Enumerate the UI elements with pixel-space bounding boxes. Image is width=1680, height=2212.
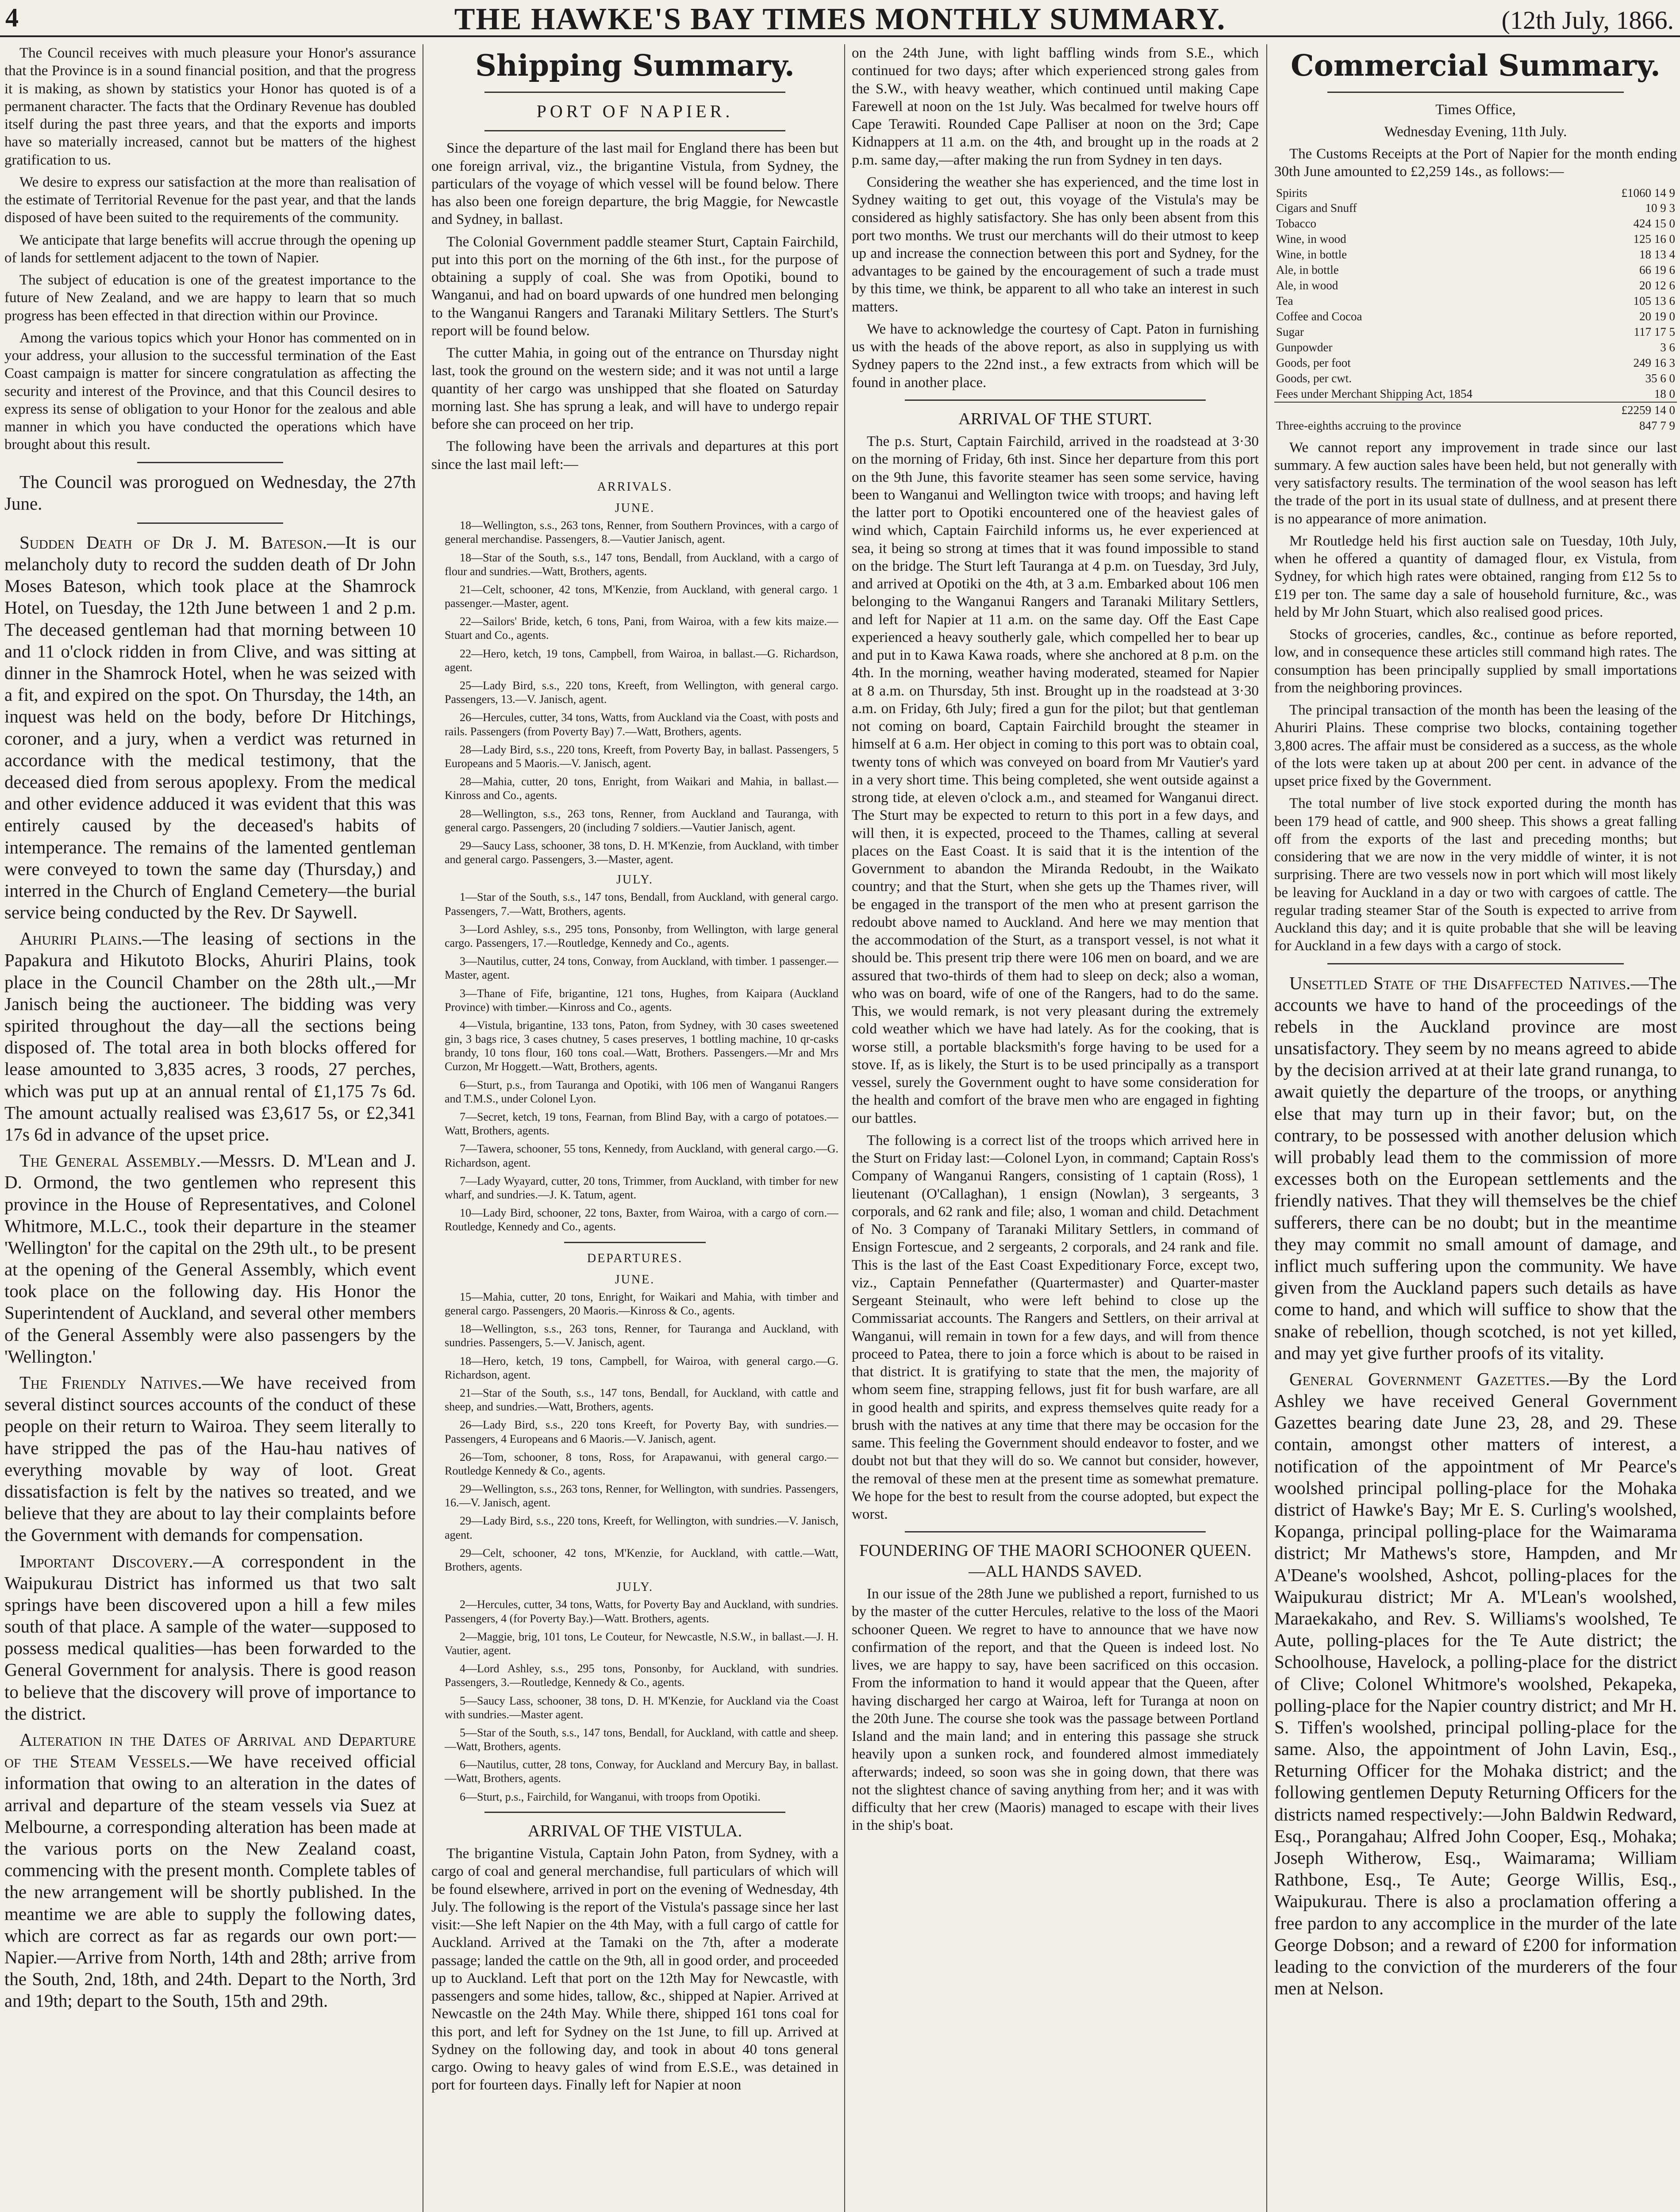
customs-amount: 249 16 3 [1633, 356, 1675, 369]
divider [905, 1531, 1206, 1532]
customs-intro: The Customs Receipts at the Port of Napier for the month ending 30th June amounted to £2,259 14s., as follows:— [1274, 146, 1677, 180]
customs-row [1274, 386, 1677, 402]
article-body: In our issue of the 28th June we published a report, furnished to us by the master of the cutter Hercules, relative to the loss of the Maori schooner Queen. We regret to have to announce that we have now confirmation of the report, and that the Queen is indeed lost. No lives, we are happy to say, have been sacrificed on this occasion. From the information to hand it would appear that the Queen, after having discharged her cargo at Wairoa, left for Turanga at noon on the 20th June. The course she took was the passage between Portland Island and the main land; and in entering this passage she struck heavily upon a sunken rock, and foundered almost immediately afterwards; indeed, so soon was she in going down, that there was not the slightest chance of saving anything from her; and it was with difficulty that her crew (Maoris) managed to escape with their lives in the ship's boat. [852, 1586, 1259, 1834]
month-label: JUNE. [615, 1272, 655, 1286]
departure-entry: 6—Nautilus, cutter, 28 tons, Conway, for Auckland and Mercury Bay, in ballast.—Watt, Brothers, agents. [445, 1758, 838, 1785]
departure-entry: 26—Tom, schooner, 8 tons, Ross, for Arapawanui, with general cargo.—Routledge Kennedy & Co., agents. [445, 1450, 838, 1477]
arrivals-july-list [431, 890, 838, 1233]
month-label: JULY. [616, 1580, 654, 1594]
news-headline: Important Discovery. [19, 1551, 193, 1571]
departure-entry: 26—Lady Bird, s.s., 220 tons Kreeft, for Poverty Bay, with sundries.—Passengers, 4 Europeans and 6 Maoris.—V. Janisch, agent. [445, 1418, 838, 1445]
arrival-entry: 4—Vistula, brigantine, 133 tons, Paton, from Sydney, with 30 cases sweetened gin, 3 bags rice, 3 cases chutney, 5 cases preserves, 1 bottling machine, 10 qr-casks brandy, 10 tons flour, 160 tons coal.—Watt, Brothers. Passengers.—Mr and Mrs Curzon, Mr Hoggett.—Watt, Brothers, agents. [445, 1018, 838, 1073]
arrival-entry: 7—Secret, ketch, 19 tons, Fearnan, from Blind Bay, with a cargo of potatoes.—Watt, Brothers, agents. [445, 1110, 838, 1137]
article-title: FOUNDERING OF THE MAORI SCHOONER QUEEN.—ALL HANDS SAVED. [859, 1541, 1251, 1581]
divider [484, 92, 785, 93]
commercial-paragraph: Stocks of groceries, candles, &c., continue as before reported, low, and in consequence these articles still command high rates. The consumption has been principally supplied by small importations from the neighboring provinces. [1274, 626, 1677, 696]
customs-total: £2259 14 0 [1587, 402, 1677, 418]
news-headline: General Government Gazettes. [1289, 1368, 1550, 1389]
customs-amount: 117 17 5 [1634, 325, 1675, 338]
customs-item: Cigars and Snuff [1276, 201, 1357, 215]
departures-july-list [431, 1598, 838, 1803]
month-label: JULY. [616, 873, 654, 887]
customs-item: Ale, in bottle [1276, 263, 1339, 277]
issue-date: (12th July, 1866. [1501, 6, 1674, 35]
customs-item: Gunpowder [1276, 340, 1333, 354]
departure-entry: 5—Saucy Lass, schooner, 38 tons, D. H. M'Kenzie, for Auckland via the Coast with sundries.—Master agent. [445, 1694, 838, 1721]
commercial-paragraph: We cannot report any improvement in trade since our last summary. A few auction sales have been held, but not generally with very satisfactory results. The termination of the wool season has left the trade of the port in its usual state of dullness, and at present there is no appearance of more animation. [1274, 439, 1677, 527]
arrival-entry: 22—Hero, ketch, 19 tons, Campbell, from Wairoa, in ballast.—G. Richardson, agent. [445, 647, 838, 674]
divider [564, 1242, 706, 1243]
news-item [1274, 972, 1677, 1364]
customs-row [1274, 262, 1677, 278]
arrival-entry: 22—Sailors' Bride, ketch, 6 tons, Pani, from Wairoa, with a few kits maize.—Stuart and Co., agents. [445, 615, 838, 642]
article-title: ARRIVAL OF THE VISTULA. [527, 1821, 742, 1840]
shipping-paragraph: The Colonial Government paddle steamer Sturt, Captain Fairchild, put into this port on the morning of the 6th inst., for the purpose of obtaining a supply of coal. She was from Opotiki, bound to Wanganui, and had on board upwards of one hundred men belonging to the Wanganui Rangers and Taranaki Military Settlers. The Sturt's report will be found below. [431, 234, 838, 339]
customs-row [1274, 371, 1677, 386]
news-headline: The Friendly Natives. [19, 1372, 202, 1393]
article-body: The brigantine Vistula, Captain John Paton, from Sydney, with a cargo of coal and general merchandise, full particulars of which will be found elsewhere, arrived in port on the evening of Wednesday, 4th July. The following is the report of the Vistula's passage since her last visit:—She left Napier on the 4th May, with a full cargo of cattle for Auckland. Arrived at the Tamaki on the 7th, after a moderate passage; landed the cattle on the 9th, all in good order, and proceeded up to Auckland. Left that port on the 12th May for Newcastle, with passengers and some hides, tallow, &c., shipped at Napier. Arrived at Newcastle on the 24th May. While there, shipped 161 tons coal for this port, and left for Sydney on the 1st June, to fill up. Arrived at Sydney on the following day, and took in about 40 tons general cargo. Owing to heavy gales of wind from E.S.E., was detained in port for fourteen days. Finally left for Napier at noon [431, 1846, 838, 2093]
customs-row [1274, 309, 1677, 324]
customs-row [1274, 278, 1677, 293]
local-news [1274, 972, 1677, 2000]
customs-amount: 105 13 6 [1633, 294, 1675, 308]
customs-item: Coffee and Cocoa [1276, 310, 1362, 323]
commercial-paragraph: The principal transaction of the month has been the leasing of the Ahuriri Plains. These comprise two blocks, containing together 3,800 acres. The affair must be considered as a success, as the whole of the lots were taken up at about 200 per cent. in advance of the upset price fixed by the Government. [1274, 702, 1677, 790]
customs-item: Sugar [1276, 325, 1304, 338]
customs-row [1274, 355, 1677, 371]
news-body: —It is our melancholy duty to record the sudden death of Dr John Moses Bateson, which took place at the Shamrock Hotel, on Tuesday, the 12th June between 1 and 2 p.m. The deceased gentleman had that morning between 10 and 11 o'clock ridden in from Clive, and was sitting at dinner in the Shamrock Hotel, when he was seized with a fit, and expired on the spot. On Thursday, the 14th, an inquest was held on the body, before Dr Hitchings, coroner, and a jury, when a verdict was returned in accordance with the medical testimony, that the deceased died from serous apoplexy. From the medical and other evidence adduced it was evident that this was entirely caused by the deceased's habits of intemperance. The remains of the lamented gentleman were conveyed to town the same day (Thursday,) and interred in the Church of England Cemetery—the burial service being conducted by the Rev. Dr Saywell. [4, 532, 416, 923]
divider [137, 462, 283, 463]
customs-amount: 20 12 6 [1639, 279, 1675, 292]
article-body: Considering the weather she has experienced, and the time lost in Sydney waiting to get out, this voyage of the Vistula's may be considered as highly satisfactory. She has only been absent from this port two months. We trust our merchants will do their utmost to keep up and increase the connection between this port and Sydney, for the advantages to be gained by the encouragement of such a trade must by this time, we think, be apparent to all who take an interest in such matters. [852, 174, 1259, 315]
news-item [4, 1551, 416, 1725]
section-title: Commercial Summary. [1291, 48, 1661, 83]
customs-item: Spirits [1276, 186, 1307, 200]
news-item [1274, 1368, 1677, 1999]
arrival-entry: 10—Lady Bird, schooner, 22 tons, Baxter, from Wairoa, with a cargo of corn.—Routledge, Kennedy and Co., agents. [445, 1206, 838, 1233]
article-body: on the 24th June, with light baffling winds from S.E., which continued for two days; after which experienced strong gales from the S.W., with heavy weather, which continued until making Cape Farewell at noon on the 1st July. Was becalmed for twelve hours off Cape Terawiti. Rounded Cape Palliser at noon on the 3rd; Cape Kidnappers at 11 a.m. on the 4th, and brought up in the roads at 2 p.m. same day,—after making the run from Sydney in ten days. [852, 45, 1259, 168]
customs-row [1274, 200, 1677, 216]
local-news [4, 471, 416, 2012]
dateline: Wednesday Evening, 11th July. [1384, 123, 1567, 140]
article-body: The following is a correct list of the troops which arrived here in the Sturt on Friday last:—Colonel Lyon, in command; Captain Ross's Company of Wanganui Rangers, consisting of 1 captain (Ross), 1 lieutenant (O'Callaghan), 1 ensign (Nowlan), 3 sergeants, 3 corporals, and 62 rank and file; also, 1 woman and child. Detachment of No. 3 Company of Taranaki Military Settlers, in command of Ensign Fortescue, and 2 sergeants, 2 corporals, and 24 rank and file. This is the last of the East Coast Expeditionary Force, except two, viz., Captain Pennefather (Quartermaster) and Quarter-master Sergeant Steinault, who were left behind to close up the Commissariat accounts. The Rangers and Settlers, on their arrival at Wanganui, will remain in town for a few days, and will from thence proceed to Patea, there to join a force which is about to be raised in that district. It is gratifying to state that the men, the majority of whom seem fine, strapping fellows, just fit for bush warfare, are all in good health and spirits, and express themselves quite ready for a brush with the natives at any time that there may be occasion for the same. This feeling the Government should endeavor to foster, and we doubt not but that they will do so. We cannot but consider, however, the removal of these men at the present time as somewhat premature. We hope for the best to result from the course adopted, but expect the worst. [852, 1132, 1259, 1523]
arrival-entry: 1—Star of the South, s.s., 147 tons, Bendall, from Auckland, with general cargo. Passengers, 7.—Watt, Brothers, agents. [445, 891, 838, 918]
news-headline: The General Assembly. [19, 1150, 201, 1171]
news-headline: Sudden Death of Dr J. M. Bateson. [19, 532, 327, 553]
customs-amount: 20 19 0 [1639, 310, 1675, 323]
divider [137, 522, 283, 524]
shipping-paragraph: The cutter Mahia, in going out of the entrance on Thursday night last, took the ground on the western side; and it was not until a large quantity of her cargo was unshipped that she floated on Saturday morning last. She has sprung a leak, and will have to undergo repair before she can proceed on her trip. [431, 345, 838, 433]
news-body: —By the Lord Ashley we have received General Government Gazettes bearing date June 23, 28, and 29. These contain, amongst other matters of interest, a notification of the appointment of Mr Pearce's woolshed principal polling-place for the Mohaka district of Hawke's Bay; Mr E. S. Curling's woolshed, Kopanga, principal polling-place for the Waimarama district; Mr Mathews's store, Hampden, and Mr A'Deane's woolshed, Ashcot, polling-places for the Waipukurau district; Mr A. M'Lean's woolshed, Maraekakaho, and Rev. S. Williams's woolshed, Te Aute, polling-places for the Te Aute district; the Schoolhouse, Havelock, a polling-place for the district of Clive; Colonel Whitmore's woolshed, Pekapeka, polling-place for the Napier country district; and Mr H. S. Tiffen's woolshed, principal polling-place for the same. Also, the appointment of John Lavin, Esq., Returning Officer for the Mohaka district; and the following gentlemen Deputy Returning Officers for the districts named respectively:—John Baldwin Redward, Esq., Porangahau; Alfred John Cooper, Esq., Mohaka; Joseph Witherow, Esq., Waimarama; William Rathbone, Esq., Te Aute; George Willis, Esq., Waipukurau. There is also a proclamation offering a free pardon to any accomplice in the murder of the late George Dobson; and a reward of £200 for information leading to the conviction of the murderers of the four men at Nelson. [1274, 1368, 1677, 1999]
divider [484, 130, 785, 131]
arrival-entry: 7—Tawera, schooner, 55 tons, Kennedy, from Auckland, with general cargo.—G. Richardson, agent. [445, 1142, 838, 1169]
month-label: JUNE. [615, 501, 655, 515]
departure-entry: 29—Celt, schooner, 42 tons, M'Kenzie, for Auckland, with cattle.—Watt, Brothers, agents. [445, 1546, 838, 1574]
customs-item: Tea [1276, 294, 1293, 308]
news-body: —The accounts we have to hand of the proceedings of the rebels in the Auckland province are most unsatisfactory. They seem by no means agreed to abide by the decision arrived at at their late grand runanga, to await quietly the departure of the troops, or anything else that may turn up in their favor; but, on the contrary, to be possessed with another delusion which will probably lead them to the commission of more excesses both on the European settlements and the friendly natives. That they will themselves be the chief sufferers, there can be no doubt; but in the meantime they may commit no small amount of damage, and inflict much suffering upon the community. We have given from the Auckland papers such details as have come to hand, and which will suffice to show that the snake of rebellion, though scotched, is not yet killed, and may yet give further proofs of its vitality. [1274, 972, 1677, 1363]
office-line: Times Office, [1435, 101, 1516, 118]
customs-amount: 424 15 0 [1633, 217, 1675, 230]
customs-row [1274, 293, 1677, 309]
arrival-entry: 25—Lady Bird, s.s., 220 tons, Kreeft, from Wellington, with general cargo. Passengers, 13.—V. Janisch, agent. [445, 679, 838, 706]
column-2 [431, 44, 838, 2212]
divider [905, 399, 1206, 401]
section-title: Shipping Summary. [475, 48, 795, 83]
divider [1327, 963, 1624, 964]
customs-amount: 18 0 [1654, 387, 1675, 400]
newspaper-title: THE HAWKE'S BAY TIMES MONTHLY SUMMARY. [454, 2, 1226, 36]
departure-entry: 18—Hero, ketch, 19 tons, Campbell, for Wairoa, with general cargo.—G. Richardson, agent. [445, 1354, 838, 1381]
departure-entry: 29—Wellington, s.s., 263 tons, Renner, for Wellington, with sundries. Passengers, 16.—V. Janisch, agent. [445, 1482, 838, 1509]
prorogued-notice: The Council was prorogued on Wednesday, the 27th June. [4, 471, 416, 514]
customs-row [1274, 324, 1677, 340]
news-body: —A correspondent in the Waipukurau District has informed us that two salt springs have been discovered upon a hill a few miles south of that place. A sample of the water—supposed to possess medical qualities—has been forwarded to the General Government for analysis. There is good reason to believe that the discovery will prove of importance to the district. [4, 1551, 416, 1724]
customs-row [1274, 185, 1677, 201]
customs-row [1274, 247, 1677, 262]
commercial-paragraph: The total number of live stock exported during the month has been 179 head of cattle, and 900 sheep. This shows a great falling off from the exports of the last and preceding months; but considering that we are now in the very middle of winter, it is not surprising. There are two vessels now in port which will most likely be leaving for Auckland in a day or two with cargoes of cattle. The regular trading steamer Star of the South is expected to arrive from Auckland this day; and it is quite probable that she will be leaving for Auckland in a few days with a cargo of stock. [1274, 795, 1677, 954]
province-label: Three-eighths accruing to the province [1276, 419, 1461, 432]
arrival-entry: 28—Mahia, cutter, 20 tons, Enright, from Waikari and Mahia, in ballast.—Kinross and Co., agents. [445, 775, 838, 802]
news-body: —Messrs. D. M'Lean and J. D. Ormond, the two gentlemen who represent this province in the House of Representatives, and Colonel Whitmore, M.L.C., took their departure in the steamer 'Wellington' for the capital on the 29th ult., to be present at the opening of the General Assembly, which event took place on the following day. His Honor the Superintendent of Auckland, and several other members of the General Assembly were also passengers by the 'Wellington.' [4, 1150, 416, 1367]
news-item [4, 928, 416, 1145]
address-paragraph: The subject of education is one of the greatest importance to the future of New Zealand, and we are happy to learn that so much progress has been effected in that direction within our Province. [4, 272, 416, 324]
customs-item: Ale, in wood [1276, 279, 1338, 292]
news-headline: Ahuriri Plains. [19, 928, 142, 949]
news-body: —The leasing of sections in the Papakura and Hikutoto Blocks, Ahuriri Plains, took place in the Council Chamber on the 28th ult.,—Mr Janisch being the auctioneer. The bidding was very spirited throughout the day—all the sections being disposed of. The total area in both blocks offered for lease amounted to 3,835 acres, 3 roods, 27 perches, which was put up at an annual rental of £1,175 7s 6d. The amount actually realised was £3,617 5s, or £2,341 17s 6d in advance of the upset price. [4, 928, 416, 1144]
customs-row [1274, 340, 1677, 355]
news-item [4, 1150, 416, 1367]
customs-item: Wine, in bottle [1276, 248, 1347, 261]
departure-entry: 2—Maggie, brig, 101 tons, Le Couteur, for Newcastle, N.S.W., in ballast.—J. H. Vautier, agent. [445, 1630, 838, 1657]
customs-amount: 18 13 4 [1639, 248, 1675, 261]
customs-amount: £1060 14 9 [1621, 186, 1675, 200]
masthead [0, 0, 1680, 37]
customs-amount: 35 6 0 [1645, 371, 1675, 385]
departure-entry: 2—Hercules, cutter, 34 tons, Watts, for Poverty Bay and Auckland, with sundries. Passengers, 4 (for Poverty Bay.)—Watt. Brothers, agents. [445, 1598, 838, 1625]
departure-entry: 21—Star of the South, s.s., 147 tons, Bendall, for Auckland, with cattle and sheep, and sundries.—Watt, Brothers, agents. [445, 1386, 838, 1413]
news-item [4, 1372, 416, 1546]
port-title: PORT OF NAPIER. [536, 101, 734, 121]
province-amount: 847 7 9 [1639, 419, 1675, 432]
address-paragraph: Among the various topics which your Honor has commented on in your address, your allusion to the successful termination of the East Coast campaign is matter for sincere congratulation as affecting the security and interest of the Province, and that this Council desires to express its sense of obligation to your Honor for the zealous and able manner in which you have conducted the operations which have brought about this result. [4, 330, 416, 453]
departure-entry: 29—Lady Bird, s.s., 220 tons, Kreeft, for Wellington, with sundries.—V. Janisch, agent. [445, 1514, 838, 1541]
news-headline: Alteration in the Dates of Arrival and Departure of the Steam Vessels. [4, 1729, 416, 1772]
customs-item: Wine, in wood [1276, 232, 1346, 246]
commercial-paragraph: Mr Routledge held his first auction sale on Tuesday, 10th July, when he offered a quantity of damaged flour, ex Vistula, from Sydney, for which high rates were obtained, ranging from £12 5s to £19 per ton. The same day a sale of household furniture, &c., was held by Mr John Stuart, which also realised good prices. [1274, 533, 1677, 620]
departure-entry: 6—Sturt, p.s., Fairchild, for Wanganui, with troops from Opotiki. [460, 1790, 761, 1803]
arrival-entry: 7—Lady Wyayard, cutter, 20 tons, Trimmer, from Auckland, with timber for new wharf, and sundries.—J. K. Tatum, agent. [445, 1174, 838, 1201]
arrival-entry: 28—Wellington, s.s., 263 tons, Renner, from Auckland and Tauranga, with general cargo. Passengers, 20 (including 7 soldiers.—Vautier Janisch, agent. [445, 807, 838, 834]
customs-amount: 125 16 0 [1633, 232, 1675, 246]
departure-entry: 4—Lord Ashley, s.s., 295 tons, Ponsonby, for Auckland, with sundries. Passengers, 3.—Routledge, Kennedy & Co., agents. [445, 1662, 838, 1689]
article-title: ARRIVAL OF THE STURT. [958, 409, 1152, 428]
departure-entry: 15—Mahia, cutter, 20 tons, Enright, for Waikari and Mahia, with timber and general cargo. Passengers, 20 Maoris.—Kinross & Co., agents. [445, 1290, 838, 1317]
news-headline: Unsettled State of the Disaffected Natives. [1289, 972, 1631, 993]
shipping-paragraph: Since the departure of the last mail for England there has been but one foreign arrival, viz., the brigantine Vistula, from Sydney, the particulars of the voyage of which vessel will be found below. There has also been one foreign departure, the brig Maggie, for Newcastle and Sydney, in ballast. [431, 140, 838, 228]
arrival-entry: 3—Lord Ashley, s.s., 295 tons, Ponsonby, from Wellington, with large general cargo. Passengers, 17.—Routledge, Kennedy and Co., agents. [445, 922, 838, 949]
customs-amount: 66 19 6 [1639, 263, 1675, 277]
divider [1327, 92, 1624, 93]
arrival-entry: 28—Lady Bird, s.s., 220 tons, Kreeft, from Poverty Bay, in ballast. Passengers, 5 Europeans and 5 Maoris.—V. Janisch, agent. [445, 743, 838, 770]
customs-item: Tobacco [1276, 217, 1317, 230]
address-paragraph: We anticipate that large benefits will accrue through the opening up of lands for settlement adjacent to the town of Napier. [4, 232, 416, 266]
column-1 [4, 44, 416, 2212]
departure-entry: 5—Star of the South, s.s., 147 tons, Bendall, for Auckland, with cattle and sheep.—Watt, Brothers, agents. [445, 1726, 838, 1753]
arrivals-heading: ARRIVALS. [597, 480, 673, 494]
news-item [4, 1729, 416, 2012]
arrival-entry: 18—Wellington, s.s., 263 tons, Renner, from Southern Provinces, with a cargo of general merchandise. Passengers, 8.—Vautier Janisch, agent. [445, 519, 838, 546]
departure-entry: 18—Wellington, s.s., 263 tons, Renner, for Tauranga and Auckland, with sundries. Passengers, 5.—V. Janisch, agent. [445, 1322, 838, 1349]
shipping-paragraph: The following have been the arrivals and departures at this port since the last mail left:— [431, 438, 838, 472]
address-paragraph: We desire to express our satisfaction at the more than realisation of the estimate of Territorial Revenue for the past year, and that the lands disposed of have been suited to the requirements of the community. [4, 174, 416, 226]
column-3 [852, 44, 1259, 2212]
arrival-entry: 3—Nautilus, cutter, 24 tons, Conway, from Auckland, with timber. 1 passenger.—Master, agent. [445, 955, 838, 982]
departures-heading: DEPARTURES. [587, 1251, 683, 1265]
arrival-entry: 26—Hercules, cutter, 34 tons, Watts, from Auckland via the Coast, with posts and rails. Passengers (from Poverty Bay) 7.—Watt, Brothers, agents. [445, 711, 838, 738]
column-divider [844, 44, 845, 2212]
customs-amount: 10 9 3 [1645, 201, 1675, 215]
page-number: 4 [5, 3, 19, 32]
arrival-entry: 21—Celt, schooner, 42 tons, M'Kenzie, from Auckland, with general cargo. 1 passenger.—Master, agent. [445, 583, 838, 610]
customs-item: Goods, per foot [1276, 356, 1351, 369]
news-body: —We have received from several distinct sources accounts of the conduct of these people on their return to Wairoa. They seem literally to have stripped the pas of the Hau-hau natives of everything movable by way of loot. Great dissatisfaction is felt by the natives so treated, and we believe that they are about to lay their complaints before the Government with demands for compensation. [4, 1372, 416, 1545]
customs-total-row [1274, 402, 1677, 418]
article-body: We have to acknowledge the courtesy of Capt. Paton in furnishing us with the heads of the above report, as also in supplying us with Sydney papers to the 22nd inst., a few extracts from which will be found in another place. [852, 321, 1259, 391]
arrivals-june-list [431, 518, 838, 866]
customs-row [1274, 231, 1677, 247]
customs-table [1274, 185, 1677, 434]
departures-june-list [431, 1290, 838, 1574]
news-body: —We have received official information that owing to an alteration in the dates of arrival and departure of the steam vessels via Suez at Melbourne, a corresponding alteration has been made at the various ports on the New Zealand coast, commencing with the present month. Complete tables of the new arrangement will be shortly published. In the meantime we are able to supply the following dates, which are correct as far as regards our own port:—Napier.—Arrive from North, 14th and 28th; arrive from the South, 2nd, 18th, and 24th. Depart to the North, 3rd and 19th; depart to the South, 15th and 29th. [4, 1751, 416, 2011]
address-paragraph: The Council receives with much pleasure your Honor's assurance that the Province is in a sound financial position, and that the progress it is making, as shown by statistics your Honor has quoted is of a permanent character. The facts that the Ordinary Revenue has doubled itself during the past three years, and that the exports and imports have so materially increased, cannot but be matters of the highest gratification to us. [4, 45, 416, 168]
news-item [4, 532, 416, 923]
arrival-entry: 6—Sturt, p.s., from Tauranga and Opotiki, with 106 men of Wanganui Rangers and T.M.S., under Colonel Lyon. [445, 1078, 838, 1105]
province-share-row [1274, 418, 1677, 434]
arrival-entry: 3—Thane of Fife, brigantine, 121 tons, Hughes, from Kaipara (Auckland Province) with timber.—Kinross and Co., agents. [445, 987, 838, 1014]
customs-item: Fees under Merchant Shipping Act, 1854 [1276, 387, 1472, 400]
customs-item: Goods, per cwt. [1276, 371, 1352, 385]
divider [484, 1812, 785, 1813]
column-4 [1274, 44, 1677, 2212]
arrival-entry: 18—Star of the South, s.s., 147 tons, Bendall, from Auckland, with a cargo of flour and sundries.—Watt, Brothers, agents. [445, 551, 838, 578]
customs-amount: 3 6 [1660, 340, 1675, 354]
arrival-entry: 29—Saucy Lass, schooner, 38 tons, D. H. M'Kenzie, from Auckland, with timber and general cargo. Passengers, 3.—Master, agent. [445, 839, 838, 866]
column-divider [1266, 44, 1267, 2212]
customs-row [1274, 216, 1677, 231]
article-body: The p.s. Sturt, Captain Fairchild, arrived in the roadstead at 3·30 on the morning of Friday, 6th inst. Since her departure from this port on the 9th June, this favorite steamer has seen some service, having been to Wanganui and Wellington twice with troops; and having left the latter port to Opotiki encountered one of the heaviest gales of wind which, Captain Fairchild informs us, he ever experienced at sea, it being so strong at times that it was found impossible to stand on the bridge. The Sturt left Tauranga at 4 p.m. on Tuesday, 3rd July, and arrived at Opotiki on the 4th, at 3 a.m. Embarked about 106 men belonging to the Wanganui Rangers and Taranaki Military Settlers, and left for Napier at 11 a.m. on the same day. Off the East Cape experienced a heavy southerly gale, which compelled her to bear up and put in to Kawa Kawa roads, where she anchored at 8 p.m. on the 4th. In the morning, weather having moderated, steamed for Napier at 8 a.m. on Thursday, 5th inst. Brought up in the roadstead at 3·30 a.m. on Friday, 6th July; fired a gun for the pilot; but that gentleman not coming on board, Captain Fairchild brought the steamer in himself at 6 a.m. Her object in coming to this port was to obtain coal, twenty tons of which was conveyed on board from Mr Vautier's yard in a very short time. This being completed, she went outside against a strong tide, at eleven o'clock a.m., and steamed for Wanganui direct. The Sturt may be expected to return to this port in a few days, and will then, it is expected, proceed to the Thames, calling at several places on the East Coast. It is said that it is the intention of the Government to abandon the Miranda Redoubt, in the Waikato country; and that the Sturt, when she gets up the Thames river, will be engaged in the transport of the men who at present garrison the redoubt above named to Auckland. And here we may mention that the accommodation of the Sturt, as a transport vessel, is not what it should be. This present trip there were 106 men on board, and we are assured that two-thirds of them had to sleep on deck; also a woman, who was on board, wife of one of the Rangers, had to do the same. This, we would remark, is not very pleasant during the extremely cold weather which we have had lately. As for the cooking, that is worse still, a portable blacksmith's forge having to be used for a stove. If, as is likely, the Sturt is to be used principally as a transport vessel, surely the Government ought to have some consideration for the health and comfort of the brave men who are engaged in fighting our battles. [852, 434, 1259, 1126]
